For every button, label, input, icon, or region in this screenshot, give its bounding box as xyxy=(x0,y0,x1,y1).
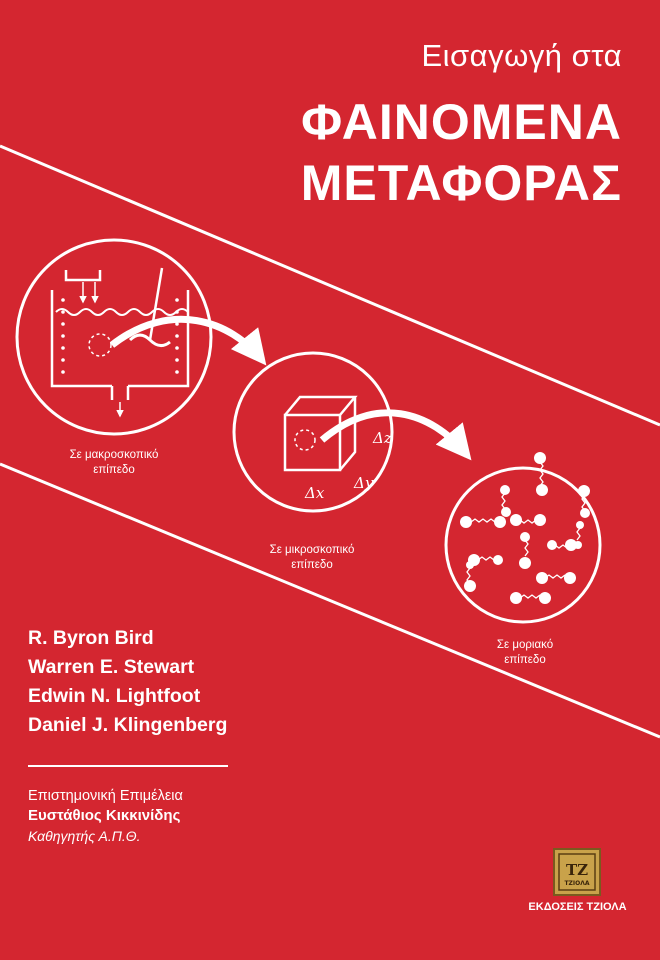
editor-title: Καθηγητής Α.Π.Θ. xyxy=(28,828,141,844)
delta-y-label: Δy xyxy=(354,474,374,492)
divider xyxy=(28,765,228,767)
author-name: R. Byron Bird xyxy=(28,627,154,649)
editor-name: Ευστάθιος Κικκινίδης xyxy=(28,807,181,824)
logo-monogram: ΤΖ xyxy=(565,861,589,879)
micro-caption-line-1: Σε μικροσκοπικό xyxy=(269,544,355,556)
author-list xyxy=(28,624,227,740)
macro-caption-line-1: Σε μακροσκοπικό xyxy=(69,449,159,461)
subtitle: Εισαγωγή στα xyxy=(421,38,622,73)
publisher-name: ΕΚΔΟΣΕΙΣ ΤΖΙΟΛΑ xyxy=(528,901,627,913)
delta-x-label: Δx xyxy=(305,484,325,502)
molecular-caption-line-2: επίπεδο xyxy=(504,654,546,666)
micro-caption xyxy=(212,543,412,573)
molecular-caption-line-1: Σε μοριακό xyxy=(496,639,554,651)
author-name: Daniel J. Klingenberg xyxy=(28,714,228,736)
molecular-caption xyxy=(425,638,625,668)
editor-block xyxy=(28,786,183,846)
micro-circle xyxy=(234,353,392,511)
molecular-circle xyxy=(446,452,600,622)
title-line-2: ΜΕΤΑΦΟΡΑΣ xyxy=(300,155,622,211)
author-name: Edwin N. Lightfoot xyxy=(28,685,201,707)
author-name: Warren E. Stewart xyxy=(28,656,195,678)
publisher-logo xyxy=(553,848,601,896)
title-line-1: ΦΑΙΝΟΜΕΝΑ xyxy=(301,94,622,150)
logo-subtext: ΤΖΙΟΛΑ xyxy=(564,880,590,887)
micro-caption-line-2: επίπεδο xyxy=(291,559,333,571)
editor-role: Επιστημονική Επιμέλεια xyxy=(28,788,183,804)
delta-z-label: Δz xyxy=(373,429,392,447)
macro-circle xyxy=(17,240,211,434)
macro-caption xyxy=(14,448,214,478)
macro-caption-line-2: επίπεδο xyxy=(93,464,135,476)
